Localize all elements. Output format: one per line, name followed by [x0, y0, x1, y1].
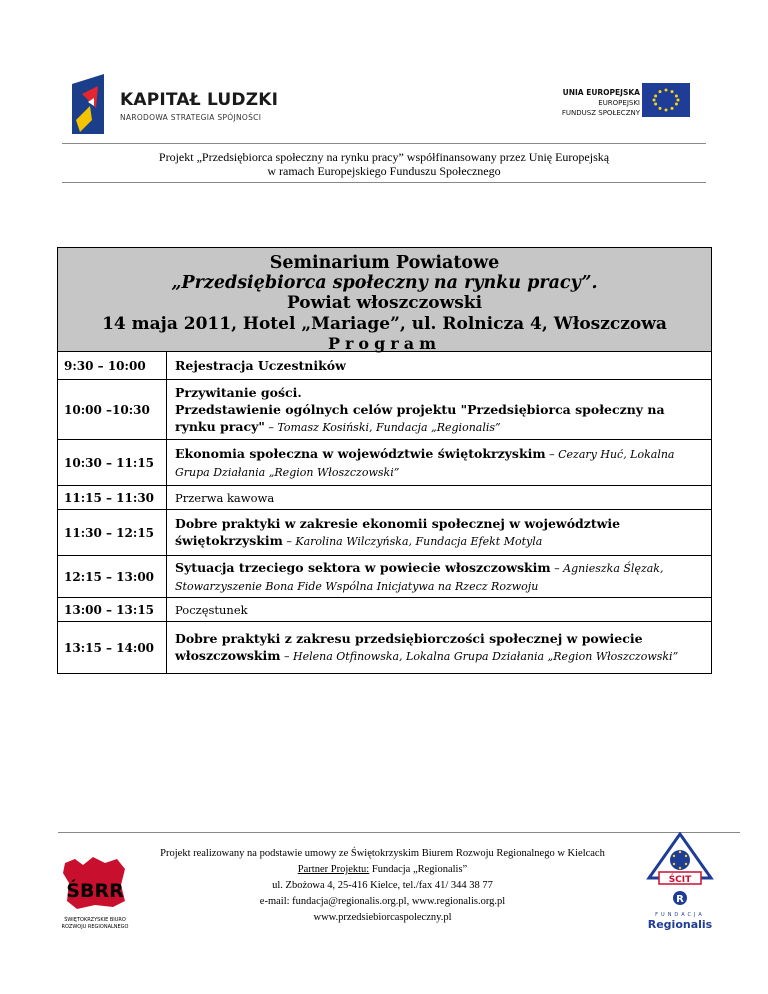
seminar-county: Powiat włoszczowski [286, 293, 483, 313]
program-desc: Rejestracja Uczestników [167, 352, 712, 380]
project-line1: Projekt „Przedsiębiorca społeczny na rynku pracy” współfinansowany przez Unię Europejską [158, 150, 610, 164]
svg-text:ROZWOJU REGIONALNEGO: ROZWOJU REGIONALNEGO [61, 924, 129, 930]
program-row [58, 352, 712, 380]
svg-text:ŚCIT: ŚCIT [668, 875, 692, 885]
program-row [58, 622, 712, 674]
program-row [58, 510, 712, 556]
footer-line1: Projekt realizowany na podstawie umowy ze Świętokrzyskim Biurem Rozwoju Regionalnego w Kielcach [160, 848, 605, 859]
svg-text:Regionalis: Regionalis [647, 918, 713, 931]
program-desc: Poczęstunek [167, 598, 712, 622]
program-row [58, 380, 712, 440]
program-desc: Dobre praktyki z zakresu przedsiębiorczości społecznej w powiecie włoszczowskim – Helena Otfinowska, Lokalna Grupa Działania „Region Włoszczowski” [167, 622, 712, 674]
program-desc: Dobre praktyki w zakresie ekonomii społecznej w województwie świętokrzyskim – Karolina Wilczyńska, Fundacja Efekt Motyla [167, 510, 712, 556]
program-desc: Przywitanie gości. Przedstawienie ogólnych celów projektu "Przedsiębiorca społeczny na rynku pracy" – Tomasz Kosiński, Fundacja „Regionalis” [167, 380, 712, 440]
seminar-title-box [57, 247, 712, 352]
header-rule-top [62, 143, 706, 144]
program-time: 10:00 –10:30 [58, 380, 167, 440]
program-row [58, 440, 712, 486]
seminar-subtitle: „Przedsiębiorca społeczny na rynku pracy”. [171, 273, 598, 293]
seminar-title: Seminarium Powiatowe [269, 253, 500, 273]
svg-text:ŚWIĘTOKRZYSKIE BIURO: ŚWIĘTOKRZYSKIE BIURO [64, 917, 126, 923]
footer-address: ul. Zbożowa 4, 25-416 Kielce, tel./fax 41/ 344 38 77 [272, 880, 493, 891]
svg-text:ŚBRR: ŚBRR [66, 880, 124, 902]
program-heading: Program [327, 334, 442, 353]
svg-text:FUNDACJA: FUNDACJA [655, 912, 705, 918]
program-desc: Sytuacja trzeciego sektora w powiecie włoszczowskim – Agnieszka Ślęzak, Stowarzyszenie Bona Fide Wspólna Inicjatywa na Rzecz Rozwoju [167, 556, 712, 598]
kapital-ludzki-title: KAPITAŁ LUDZKI [120, 90, 279, 110]
program-row [58, 486, 712, 510]
footer-rule [58, 832, 740, 833]
header-rule-bottom [62, 182, 706, 183]
eu-line2: EUROPEJSKI [598, 99, 640, 107]
program-time: 13:00 – 13:15 [58, 598, 167, 622]
kapital-ludzki-subtitle: NARODOWA STRATEGIA SPÓJNOŚCI [120, 113, 262, 122]
program-desc: Ekonomia społeczna w województwie świętokrzyskim – Cezary Huć, Lokalna Grupa Działania „Region Włoszczowski” [167, 440, 712, 486]
eu-text [562, 88, 640, 118]
seminar-date-venue: 14 maja 2011, Hotel „Mariage”, ul. Rolnicza 4, Włoszczowa [102, 314, 667, 334]
program-time: 10:30 – 11:15 [58, 440, 167, 486]
scit-logo [645, 832, 715, 887]
regionalis-logo [640, 888, 720, 933]
program-time: 9:30 – 10:00 [58, 352, 167, 380]
program-row [58, 556, 712, 598]
program-time: 11:15 – 11:30 [58, 486, 167, 510]
svg-text:R: R [676, 894, 684, 905]
eu-flag-icon [642, 83, 690, 117]
program-time: 11:30 – 12:15 [58, 510, 167, 556]
eu-line1: UNIA EUROPEJSKA [562, 88, 640, 97]
program-time: 13:15 – 14:00 [58, 622, 167, 674]
eu-line3: FUNDUSZ SPOŁECZNY [561, 109, 640, 117]
footer-email: e-mail: fundacja@regionalis.org.pl, www.regionalis.org.pl [259, 896, 506, 907]
footer-partner: Partner Projektu: Fundacja „Regionalis” [297, 864, 468, 875]
program-table [57, 351, 712, 674]
footer-www: www.przedsiebiorcaspoleczny.pl [313, 912, 452, 923]
project-funding-text [62, 150, 706, 178]
program-row [58, 598, 712, 622]
project-line2: w ramach Europejskiego Funduszu Społecznego [267, 164, 501, 178]
program-time: 12:15 – 13:00 [58, 556, 167, 598]
program-desc: Przerwa kawowa [167, 486, 712, 510]
footer-text [130, 846, 635, 926]
sbrr-logo [55, 855, 135, 945]
